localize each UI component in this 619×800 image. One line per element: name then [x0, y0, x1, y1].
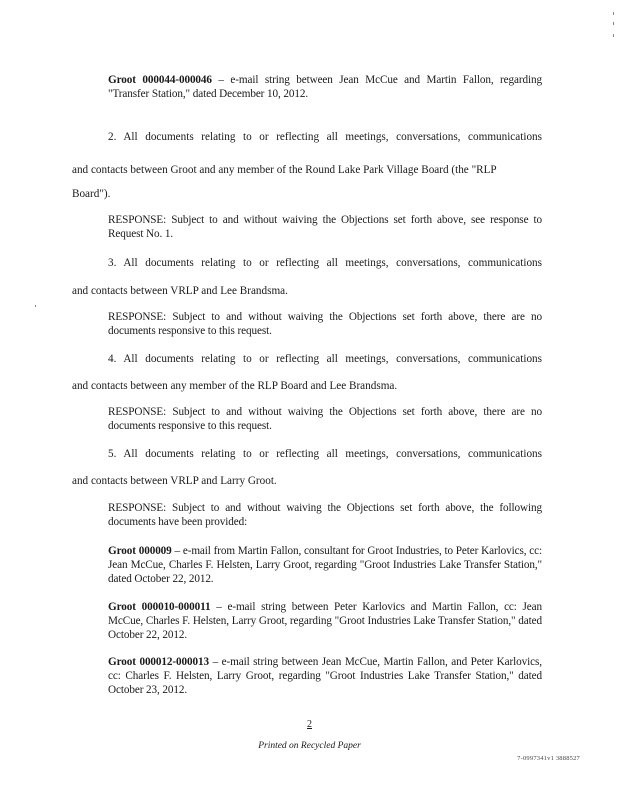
request-2-line-3: Board"). — [72, 188, 111, 200]
request-2-line-2: and contacts between Groot and any member of the Round Lake Park Village Board (the "RLP — [72, 164, 497, 176]
paragraph-text: – e-mail string between Jean McCue and Martin Fallon, regarding "Transfer Station," dated December 10, 2012. — [108, 74, 542, 100]
paragraph-text: – e-mail string between Jean McCue, Martin Fallon, and Peter Karlovics, cc: Charles F. Helsten, Larry Groot, regarding "Groot Industries Lake Transfer Station," dated October 23, 2012. — [108, 656, 542, 696]
request-3-line-2: and contacts between VRLP and Lee Brandsma. — [72, 285, 288, 297]
request-3-line-1: 3. All documents relating to or reflecting all meetings, conversations, communications — [108, 257, 542, 269]
scan-speck — [35, 305, 36, 307]
document-ref: Groot 000010-000011 — [108, 601, 211, 613]
response-4: RESPONSE: Subject to and without waiving the Objections set forth above, there are no documents responsive to this request. — [108, 406, 542, 432]
scan-speck — [613, 12, 614, 15]
document-id: 7-0997341v1 3888527 — [517, 755, 580, 762]
scan-speck — [613, 22, 614, 25]
document-ref: Groot 000012-000013 — [108, 656, 209, 668]
scan-speck — [613, 34, 614, 37]
document-ref: Groot 000044-000046 — [108, 74, 212, 86]
response-3: RESPONSE: Subject to and without waiving the Objections set forth above, there are no documents responsive to this request. — [108, 311, 542, 337]
request-2-line-1: 2. All documents relating to or reflecting all meetings, conversations, communications — [108, 131, 542, 143]
request-4-line-1: 4. All documents relating to or reflecting all meetings, conversations, communications — [108, 353, 542, 365]
paragraph-text: – e-mail from Martin Fallon, consultant for Groot Industries, to Peter Karlovics, cc: Jean McCue, Charles F. Helsten, Larry Groot, regarding "Groot Industries Lake Transfer Station," dated October 22, 2012. — [108, 545, 542, 585]
request-5-line-2: and contacts between VRLP and Larry Groot. — [72, 475, 277, 487]
request-5-line-1: 5. All documents relating to or reflecting all meetings, conversations, communications — [108, 448, 542, 460]
recycled-paper-note: Printed on Recycled Paper — [258, 741, 361, 751]
request-4-line-2: and contacts between any member of the RLP Board and Lee Brandsma. — [72, 380, 398, 392]
paragraph-groot-000044 — [108, 73, 542, 101]
paragraph-groot-000009 — [108, 544, 542, 586]
paragraph-groot-000012 — [108, 655, 542, 697]
page-number: 2 — [307, 719, 312, 730]
paragraph-groot-000010 — [108, 600, 542, 642]
paragraph-text: – e-mail string between Peter Karlovics and Martin Fallon, cc: Jean McCue, Charles F. Helsten, Larry Groot, regarding "Groot Industries Lake Transfer Station," dated October 22, 2012. — [108, 601, 542, 641]
response-2: RESPONSE: Subject to and without waiving the Objections set forth above, see response to Request No. 1. — [108, 214, 542, 240]
response-5: RESPONSE: Subject to and without waiving the Objections set forth above, the following documents have been provided: — [108, 502, 542, 528]
document-ref: Groot 000009 — [108, 545, 172, 557]
